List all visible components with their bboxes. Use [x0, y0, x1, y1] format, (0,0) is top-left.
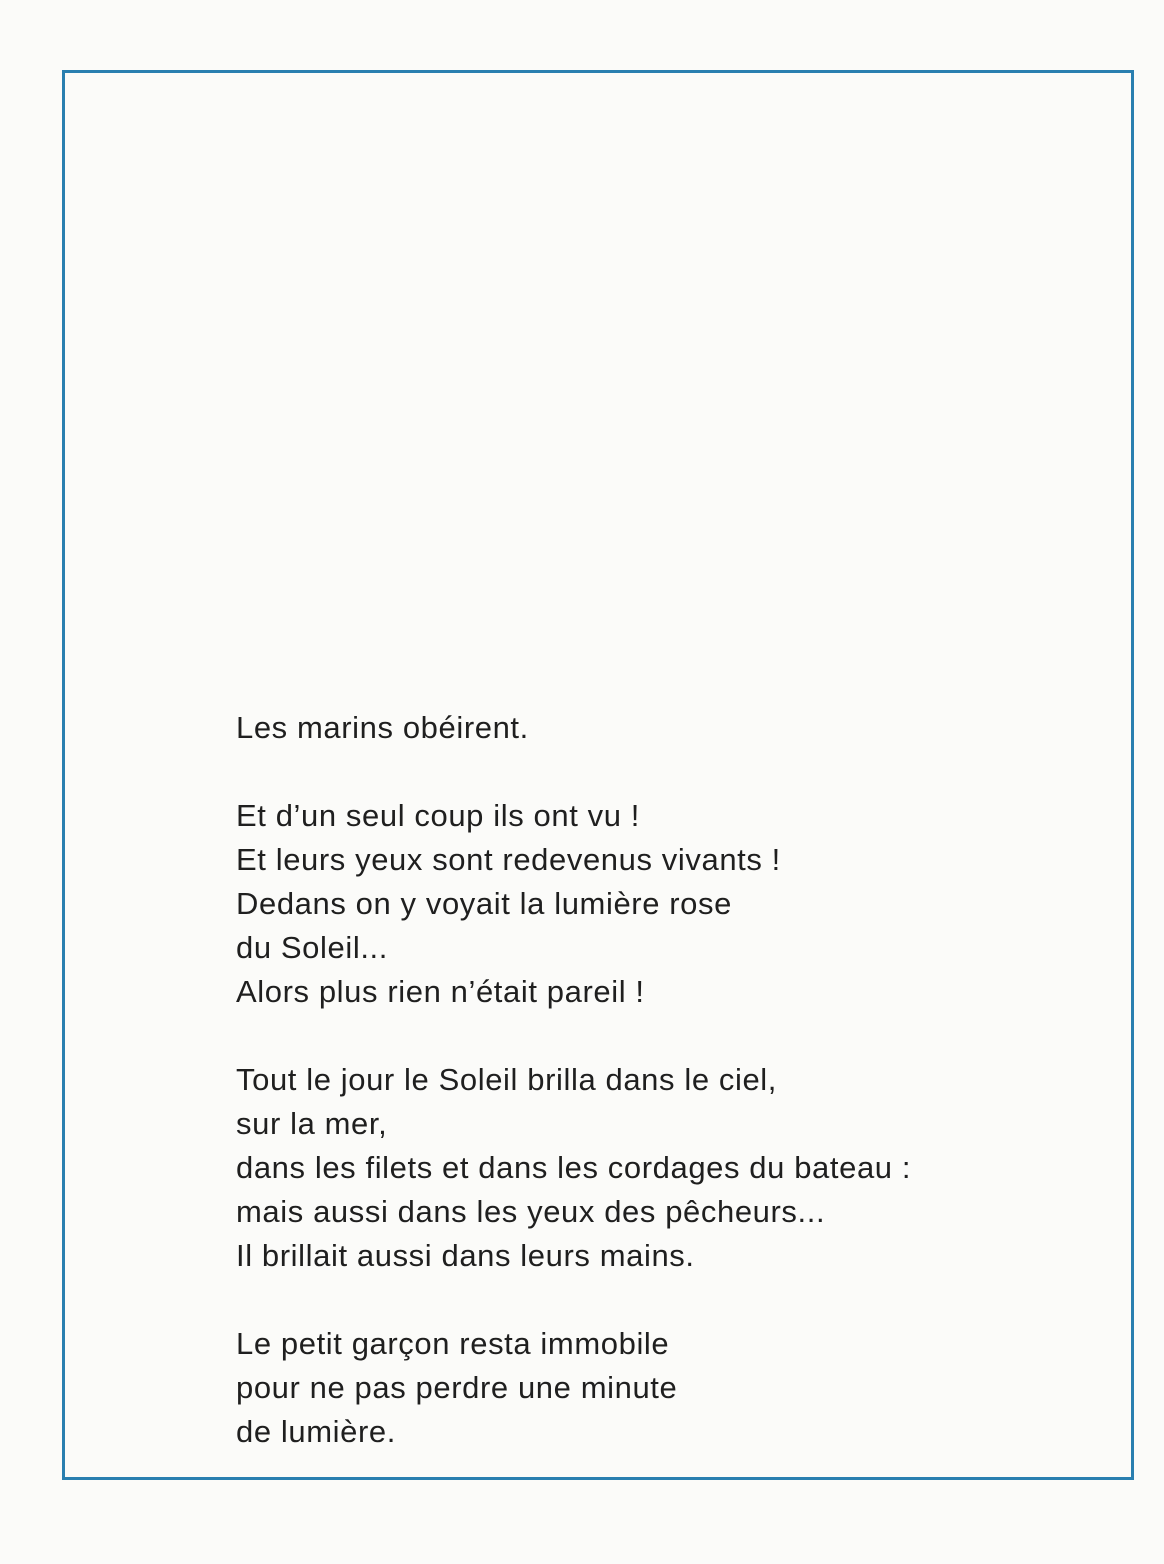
text-line: pour ne pas perdre une minute — [236, 1370, 678, 1405]
text-line: Tout le jour le Soleil brilla dans le ciel, — [236, 1062, 778, 1097]
paragraph-4 — [236, 1322, 1116, 1454]
text-line: dans les filets et dans les cordages du bateau : — [236, 1150, 912, 1185]
paragraph-1 — [236, 706, 1116, 750]
text-line: mais aussi dans les yeux des pêcheurs... — [236, 1194, 826, 1229]
story-text — [236, 706, 1116, 1454]
text-line: Les marins obéirent. — [236, 710, 529, 745]
text-line: Dedans on y voyait la lumière rose — [236, 886, 732, 921]
paragraph-2 — [236, 794, 1116, 1014]
text-line: Et leurs yeux sont redevenus vivants ! — [236, 842, 781, 877]
paragraph-3 — [236, 1058, 1116, 1278]
text-line: du Soleil... — [236, 930, 388, 965]
text-line: Alors plus rien n’était pareil ! — [236, 974, 645, 1009]
text-line: Et d’un seul coup ils ont vu ! — [236, 798, 641, 833]
text-line: sur la mer, — [236, 1106, 388, 1141]
text-line: Le petit garçon resta immobile — [236, 1326, 670, 1361]
text-line: de lumière. — [236, 1414, 396, 1449]
text-line: Il brillait aussi dans leurs mains. — [236, 1238, 695, 1273]
